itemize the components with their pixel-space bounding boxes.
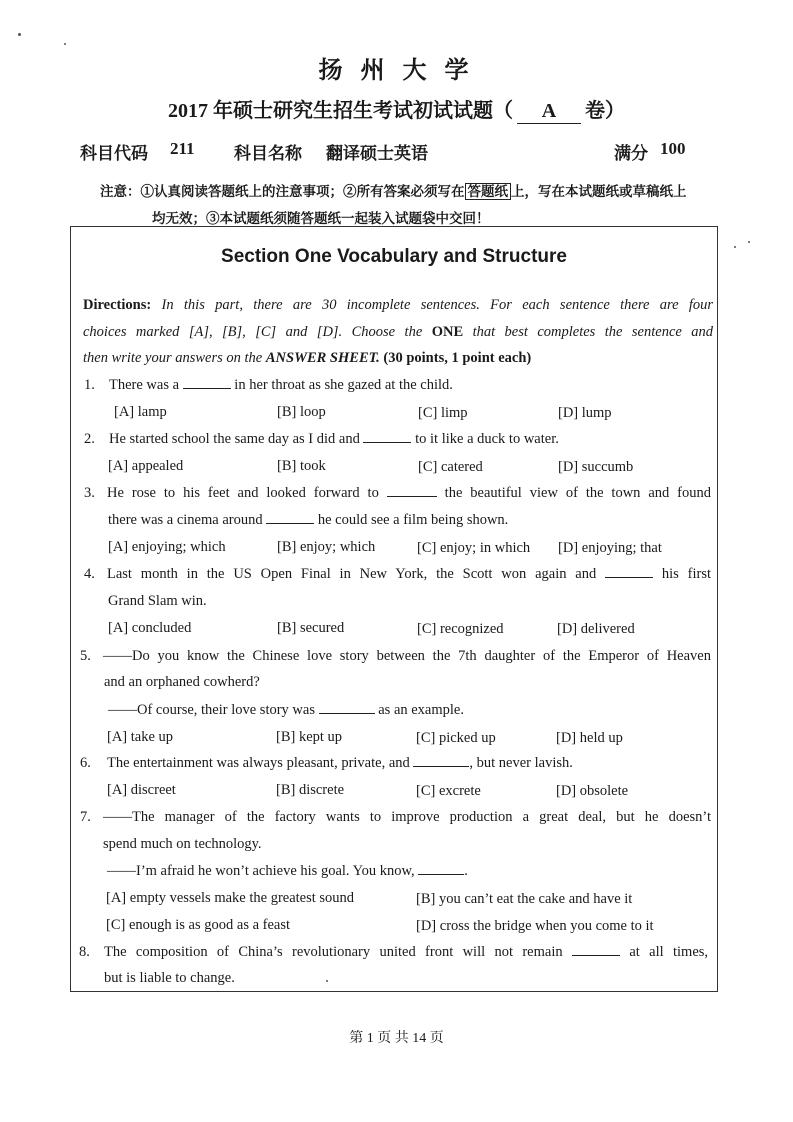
- option-c: [C] limp: [418, 405, 468, 421]
- directions-answer-sheet: ANSWER SHEET.: [265, 350, 380, 366]
- option-d: [D] cross the bridge when you come to it: [416, 918, 654, 934]
- option-b: [B] kept up: [276, 729, 343, 745]
- option-d: [D] succumb: [558, 459, 634, 475]
- notice-line-2: 均无效；③本试题纸须随答题纸一起装入试题袋中交回！: [152, 211, 490, 226]
- question-8-line-2: but is liable to change.: [104, 970, 235, 986]
- page-number: 第 1 页 共 14 页: [349, 1031, 444, 1046]
- question-3-line-1: He rose to his feet and looked forward to the beautiful view of the town and found: [107, 485, 712, 501]
- option-d: [D] enjoying; that: [558, 540, 662, 556]
- full-score-label: 满分: [614, 144, 648, 163]
- question-3-line-2: there was a cinema around he could see a film being shown.: [108, 512, 509, 528]
- option-a: [A] concluded: [108, 620, 192, 636]
- question-number: 6.: [80, 755, 91, 771]
- question-number: 1.: [84, 377, 95, 393]
- scan-speck: [18, 33, 21, 36]
- directions-line-2: [83, 324, 713, 341]
- option-d: [D] obsolete: [556, 783, 629, 799]
- subject-name: 翻译硕士英语: [326, 144, 428, 163]
- question-8-line-1: The composition of China’s revolutionary united front will not remain at all times,: [104, 944, 709, 960]
- option-c: [C] excrete: [416, 783, 481, 799]
- option-b: [B] loop: [277, 404, 326, 420]
- directions-line-3: [83, 350, 713, 367]
- directions-line-1: [83, 297, 713, 314]
- question-number: 2.: [84, 431, 95, 447]
- question-number: 7.: [80, 809, 91, 825]
- answer-sheet-box: 答题纸: [465, 183, 512, 200]
- option-b: [B] enjoy; which: [277, 539, 376, 555]
- question-number: 8.: [79, 944, 90, 960]
- university-title: 扬 州 大 学: [318, 58, 475, 84]
- directions-text-2b: that best completes the sentence and: [472, 324, 713, 340]
- option-c: [C] picked up: [416, 730, 496, 746]
- option-b: [B] you can’t eat the cake and have it: [416, 891, 633, 907]
- option-c: [C] enough is as good as a feast: [106, 917, 291, 933]
- question-number: 3.: [84, 485, 95, 501]
- directions-label: Directions:: [83, 297, 152, 313]
- scan-speck: [734, 246, 736, 248]
- option-a: [A] lamp: [114, 404, 167, 420]
- option-b: [B] secured: [277, 620, 345, 636]
- question-4-line-2: Grand Slam win.: [108, 593, 207, 609]
- answer-blank: [387, 496, 437, 497]
- directions-one: ONE: [431, 324, 464, 340]
- answer-blank: [319, 713, 375, 714]
- option-b: [B] took: [277, 458, 326, 474]
- subject-name-label: 科目名称: [234, 144, 302, 163]
- directions-text-1: In this part, there are 30 incomplete sentences. For each sentence there are four: [161, 297, 713, 313]
- notice-line-1: [100, 180, 687, 200]
- question-6-text: The entertainment was always pleasant, private, and , but never lavish.: [107, 755, 573, 771]
- exam-title: [0, 94, 793, 124]
- option-b: [B] discrete: [276, 782, 345, 798]
- option-a: [A] empty vessels make the greatest sound: [106, 890, 355, 906]
- question-5-line-1: ——Do you know the Chinese love story between the 7th daughter of the Emperor of Heaven: [103, 648, 711, 664]
- directions-points: (30 points, 1 point each): [383, 350, 532, 366]
- question-4-line-1: Last month in the US Open Final in New York, the Scott won again and his first: [107, 566, 712, 582]
- paper-letter: A: [517, 100, 581, 124]
- question-number: 4.: [84, 566, 95, 582]
- question-5-line-3: ——Of course, their love story was as an example.: [108, 702, 464, 718]
- notice-part-1: ①认真阅读答题纸上的注意事项；②所有答案必须写在: [140, 184, 465, 199]
- option-a: [A] take up: [107, 729, 174, 745]
- question-7-line-1: ——The manager of the factory wants to improve production a great deal, but he doesn’t: [103, 809, 711, 825]
- question-5-line-2: and an orphaned cowherd?: [104, 674, 260, 690]
- subject-code: 211: [170, 139, 195, 158]
- section-title: Section One Vocabulary and Structure: [221, 246, 567, 267]
- option-a: [A] discreet: [107, 782, 176, 798]
- notice-part-2: 上，写在本试题纸或草稿纸上: [511, 184, 687, 199]
- option-d: [D] lump: [558, 405, 612, 421]
- answer-blank: [413, 766, 469, 767]
- option-a: [A] appealed: [108, 458, 184, 474]
- option-c: [C] enjoy; in which: [417, 540, 531, 556]
- answer-blank: [266, 523, 314, 524]
- answer-blank: [605, 577, 653, 578]
- question-2-text: He started school the same day as I did and to it like a duck to water.: [109, 431, 559, 447]
- answer-blank: [183, 388, 231, 389]
- exam-title-prefix: 2017 年硕士研究生招生考试初试试题（: [168, 100, 513, 122]
- question-7-line-2: spend much on technology.: [103, 836, 262, 852]
- answer-blank: [363, 442, 411, 443]
- question-number: 5.: [80, 648, 91, 664]
- option-d: [D] held up: [556, 730, 623, 746]
- scan-speck: [64, 43, 66, 45]
- subject-code-label: 科目代码: [80, 144, 148, 163]
- question-7-line-3: ——I’m afraid he won’t achieve his goal. You know, .: [107, 863, 468, 879]
- answer-blank: [418, 874, 464, 875]
- directions-text-3a: then write your answers on the: [83, 350, 263, 366]
- option-c: [C] recognized: [417, 621, 504, 637]
- directions-text-2a: choices marked [A], [B], [C] and [D]. Choose the: [83, 324, 423, 340]
- scan-speck: [748, 241, 750, 243]
- option-d: [D] delivered: [557, 621, 635, 637]
- option-c: [C] catered: [418, 459, 483, 475]
- exam-title-suffix: 卷）: [585, 100, 625, 122]
- question-1-text: There was a in her throat as she gazed at the child.: [109, 377, 453, 393]
- option-a: [A] enjoying; which: [108, 539, 226, 555]
- answer-blank: [572, 955, 620, 956]
- full-score: 100: [660, 139, 686, 158]
- notice-label: 注意：: [100, 184, 141, 199]
